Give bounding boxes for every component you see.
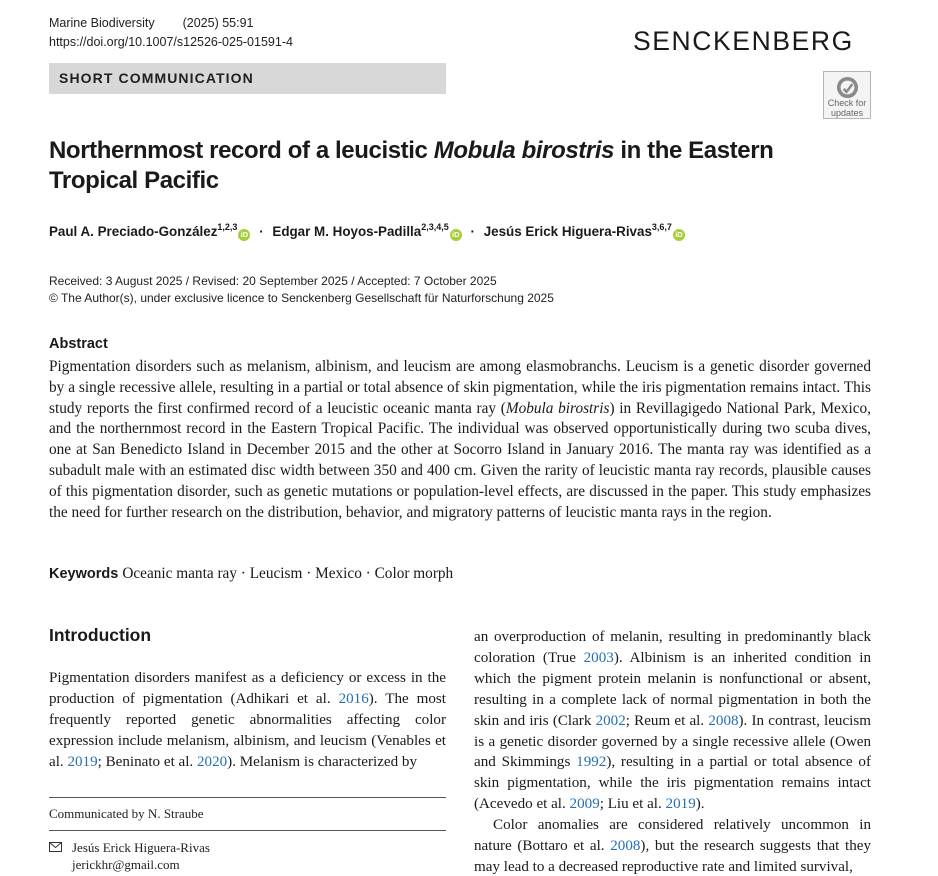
copyright-line: © The Author(s), under exclusive licence to Senckenberg Gesellschaft für Naturforschung 2025 xyxy=(49,290,554,305)
author-affiliations: 3,6,7 xyxy=(651,221,672,232)
check-for-updates-button[interactable] xyxy=(823,71,871,119)
check-updates-icon xyxy=(836,76,859,99)
abstract-heading: Abstract xyxy=(49,336,108,352)
introduction-paragraph: Color anomalies are considered relatively uncommon in nature (Bottaro et al. 2008), but the research suggests that they may lead to a decreased reproductive rate and limited survival, xyxy=(474,817,871,875)
author-list xyxy=(49,222,869,242)
species-name: Mobula birostris xyxy=(433,137,615,164)
keywords-list: Oceanic manta ray · Leucism · Mexico · Color morph xyxy=(122,565,454,582)
history-dates: Received: 3 August 2025 / Revised: 20 September 2025 / Accepted: 7 October 2025 xyxy=(49,274,497,288)
citation-link[interactable]: 2009 xyxy=(569,796,600,813)
citation-link[interactable]: 2008 xyxy=(610,837,641,854)
check-updates-label: Check for updates xyxy=(827,98,867,118)
citation-link[interactable]: 2002 xyxy=(595,712,626,729)
introduction-paragraph: Pigmentation disorders manifest as a deficiency or excess in the production of pigmentation (Adhikari et al. 2016). The most frequently reported genetic abnormalities affecting color expression include melanism, albinism, and leucism (Venables et al. 2019; Beninato et al. 2020). Melanism is characterized by xyxy=(49,670,446,770)
citation-link[interactable]: 2020 xyxy=(196,753,228,770)
orcid-icon[interactable]: iD xyxy=(450,229,462,241)
communicated-by: Communicated by N. Straube xyxy=(49,806,204,821)
citation-link[interactable]: 2008 xyxy=(708,712,739,729)
author-name[interactable]: Paul A. Preciado-González xyxy=(49,224,218,239)
citation-link[interactable]: 2019 xyxy=(67,753,98,770)
citation-link[interactable]: 1992 xyxy=(576,754,607,771)
article-dates xyxy=(49,273,554,306)
author-name[interactable]: Edgar M. Hoyos-Padilla xyxy=(272,224,422,239)
author-name[interactable]: Jesús Erick Higuera-Rivas xyxy=(483,224,652,239)
footnote-divider xyxy=(49,797,446,798)
journal-name: Marine Biodiversity xyxy=(49,16,155,30)
corresponding-author-name: Jesús Erick Higuera-Rivas xyxy=(72,840,210,855)
publisher-logo: SENCKENBERG xyxy=(633,26,854,56)
introduction-paragraph: an overproduction of melanin, resulting in predominantly black coloration (True 2003). Albinism is an inherited condition in which the pigment protein melanin is nonfunctional or absent, resulting in a complete lack of normal pigmentation in both the skin and iris (Clark 2002; Reum et al. 2008). In contrast, leucism is a genetic disorder governed by a single recessive allele (Owen and Skimmings 1992), resulting in a partial or total absence of skin pigmentation, while the iris pigmentation remains intact (Acevedo et al. 2009; Liu et al. 2019). xyxy=(474,629,871,813)
citation-link[interactable]: 2003 xyxy=(583,649,614,666)
author-separator: · xyxy=(470,224,475,239)
keywords xyxy=(49,564,453,584)
article-title: Northernmost record of a leucistic Mobula birostris in the Eastern Tropical Pacific xyxy=(49,137,774,194)
footnote-divider xyxy=(49,830,446,831)
corresponding-author-email[interactable]: jerickhr@gmail.com xyxy=(72,857,180,872)
author-affiliations: 2,3,4,5 xyxy=(421,221,449,232)
author-affiliations: 1,2,3 xyxy=(217,221,238,232)
envelope-icon xyxy=(49,842,62,852)
doi-link[interactable]: https://doi.org/10.1007/s12526-025-01591-4 xyxy=(49,35,293,49)
section-banner xyxy=(49,63,446,94)
author-separator: · xyxy=(259,224,264,239)
citation-link[interactable]: 2016 xyxy=(338,690,369,707)
section-label: SHORT COMMUNICATION xyxy=(59,70,254,86)
species-name: Mobula birostris xyxy=(505,399,610,417)
keywords-label: Keywords xyxy=(49,566,119,582)
introduction-heading: Introduction xyxy=(49,625,152,645)
orcid-icon[interactable]: iD xyxy=(238,229,250,241)
journal-year-volume: (2025) 55:91 xyxy=(182,16,254,30)
journal-info xyxy=(49,14,293,52)
abstract-text: Pigmentation disorders such as melanism, albinism, and leucism are among elasmobranchs. Leucism is a genetic disorder governed by a single recessive allele, resulting in a partial or total absence of skin pigmentation, while the iris pigmentation remains intact. This study reports the first confirmed record of a leucistic oceanic manta ray (Mobula birostris) in Revillagigedo National Park, Mexico, and the northernmost record in the Eastern Tropical Pacific. The individual was observed opportunistically during two scuba dives, one at San Benedicto Island in December 2015 and the other at Socorro Island in January 2016. The manta ray was identified as a subadult male with an estimated disc width between 350 and 400 cm. Given the rarity of leucistic manta ray records, plausible causes of this pigmentation disorder, such as genetic mutations or population-level effects, are discussed in the paper. This study emphasizes the need for further research on the distribution, behavior, and migratory patterns of leucistic manta rays in the region. xyxy=(49,358,871,521)
orcid-icon[interactable]: iD xyxy=(673,229,685,241)
citation-link[interactable]: 2019 xyxy=(665,796,696,813)
